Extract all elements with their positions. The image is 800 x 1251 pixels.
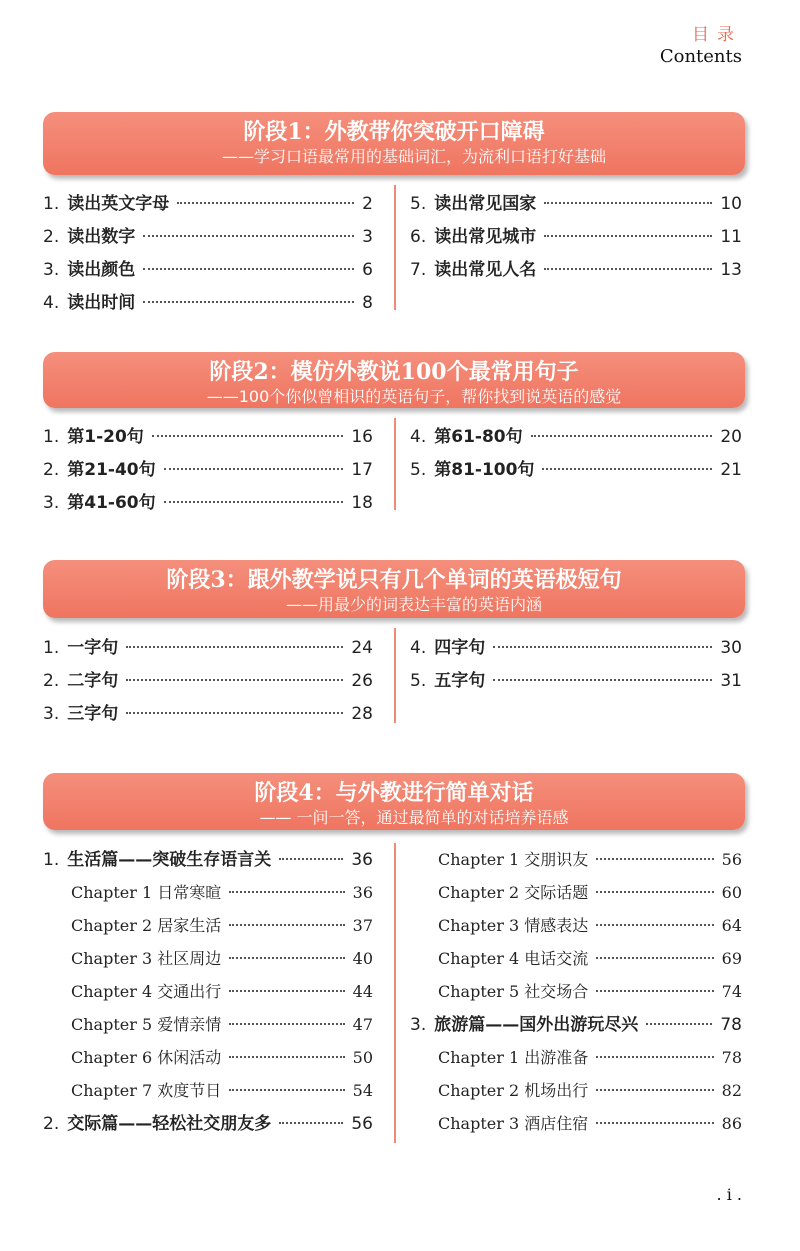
toc-entry[interactable] <box>43 191 373 217</box>
dot-leader <box>596 990 713 992</box>
toc-entry-text: 读出颜色 <box>67 260 136 280</box>
stage-title: 阶段4：与外教进行简单对话 <box>254 780 534 806</box>
toc-page-number: 16 <box>351 427 373 447</box>
toc-entry-number: 3. <box>43 493 60 513</box>
toc-entry-label <box>43 668 118 694</box>
toc-entry-text: 读出常见国家 <box>434 194 537 214</box>
toc-entry-number: 2. <box>43 227 60 247</box>
toc-entry-number: 5. <box>410 671 427 691</box>
dot-leader <box>279 1122 343 1124</box>
toc-entry[interactable] <box>438 1045 742 1071</box>
toc-page-number: 54 <box>352 1081 373 1100</box>
dot-leader <box>126 712 343 714</box>
toc-entry-label <box>43 224 135 250</box>
toc-entry[interactable] <box>43 457 373 483</box>
toc-entry-text: Chapter 2 交际话题 <box>438 883 589 902</box>
dot-leader <box>646 1023 712 1025</box>
toc-entry[interactable] <box>43 701 373 727</box>
toc-page-number: 36 <box>352 883 373 902</box>
toc-entry[interactable] <box>71 1078 373 1104</box>
toc-entry-label <box>410 191 536 217</box>
dot-leader <box>531 435 713 437</box>
toc-entry[interactable] <box>71 913 373 939</box>
toc-entry-label <box>438 1111 588 1137</box>
toc-page-number: 82 <box>721 1081 742 1100</box>
toc-entry-text: Chapter 2 居家生活 <box>71 916 222 935</box>
dot-leader <box>229 891 344 893</box>
toc-page-number: 11 <box>720 227 742 247</box>
toc-page-number: 24 <box>351 638 373 658</box>
dot-leader <box>229 1056 344 1058</box>
toc-entry[interactable] <box>71 979 373 1005</box>
column-divider <box>394 185 396 310</box>
toc-entry-number: 7. <box>410 260 427 280</box>
toc-entry-text: Chapter 4 电话交流 <box>438 949 589 968</box>
stage-banner <box>43 773 745 830</box>
toc-entry-label <box>410 457 534 483</box>
dot-leader <box>164 501 344 503</box>
toc-entry-label <box>71 946 221 972</box>
toc-page-number: 21 <box>720 460 742 480</box>
column-divider <box>394 843 396 1143</box>
toc-page-number: 13 <box>720 260 742 280</box>
dot-leader <box>229 990 344 992</box>
toc-entry-label <box>438 880 588 906</box>
toc-entry-text: 一字句 <box>67 638 119 658</box>
dot-leader <box>177 202 354 204</box>
toc-page-number: 78 <box>721 1048 742 1067</box>
dot-leader <box>229 1023 344 1025</box>
toc-entry-text: 生活篇——突破生存语言关 <box>67 850 272 870</box>
stage-banner <box>43 112 745 175</box>
dot-leader <box>596 891 713 893</box>
toc-page-number: 44 <box>352 982 373 1001</box>
toc-entry-text: 第81-100句 <box>434 460 535 480</box>
toc-entry[interactable] <box>410 191 742 217</box>
toc-page-number: 10 <box>720 194 742 214</box>
toc-entry-label <box>438 913 588 939</box>
toc-entry-text: 第1-20句 <box>67 427 144 447</box>
toc-entry-label <box>438 979 588 1005</box>
toc-entry-text: Chapter 3 社区周边 <box>71 949 222 968</box>
toc-entry-label <box>410 668 485 694</box>
toc-entry-label <box>43 847 271 873</box>
stage-banner <box>43 560 745 618</box>
toc-entry-text: 第21-40句 <box>67 460 156 480</box>
toc-entry-text: 二字句 <box>67 671 119 691</box>
toc-entry-number: 2. <box>43 671 60 691</box>
toc-entry[interactable] <box>410 424 742 450</box>
toc-entry-text: 读出时间 <box>67 293 136 313</box>
toc-entry[interactable] <box>43 257 373 283</box>
toc-entry[interactable] <box>71 1012 373 1038</box>
toc-entry-text: 第61-80句 <box>434 427 523 447</box>
toc-entry-number: 2. <box>43 460 60 480</box>
toc-entry-label <box>410 424 523 450</box>
toc-entry-number: 3. <box>410 1015 427 1035</box>
toc-entry-label <box>43 191 169 217</box>
toc-entry-number: 5. <box>410 194 427 214</box>
toc-entry-label <box>43 490 156 516</box>
dot-leader <box>596 924 713 926</box>
toc-page-number: 69 <box>721 949 742 968</box>
dot-leader <box>544 235 712 237</box>
toc-entry[interactable] <box>43 635 373 661</box>
toc-entry-number: 3. <box>43 260 60 280</box>
toc-entry-label <box>71 880 221 906</box>
toc-entry-label <box>438 1078 588 1104</box>
dot-leader <box>279 858 343 860</box>
toc-entry-text: Chapter 1 日常寒暄 <box>71 883 222 902</box>
toc-entry-number: 2. <box>43 1114 60 1134</box>
page-number: . i . <box>716 1185 742 1204</box>
toc-entry-number: 6. <box>410 227 427 247</box>
toc-entry-number: 1. <box>43 850 60 870</box>
toc-entry-text: Chapter 6 休闲活动 <box>71 1048 222 1067</box>
toc-entry-label <box>43 1111 271 1137</box>
toc-entry-text: Chapter 7 欢度节日 <box>71 1081 222 1100</box>
toc-entry-label <box>43 457 156 483</box>
toc-page-number: 37 <box>352 916 373 935</box>
toc-entry-number: 4. <box>43 293 60 313</box>
contents-title-en: Contents <box>659 46 742 67</box>
toc-page-number: 74 <box>721 982 742 1001</box>
dot-leader <box>544 202 712 204</box>
toc-entry-label <box>43 635 118 661</box>
dot-leader <box>493 679 712 681</box>
toc-page-number: 56 <box>351 1114 373 1134</box>
toc-page-number: 8 <box>362 293 373 313</box>
toc-entry-label <box>438 847 588 873</box>
toc-page-number: 36 <box>351 850 373 870</box>
stage-subtitle: ——100个你似曾相识的英语句子，帮你找到说英语的感觉 <box>206 387 622 406</box>
toc-entry-label <box>438 1045 588 1071</box>
stage-subtitle: ——学习口语最常用的基础词汇，为流利口语打好基础 <box>221 147 606 166</box>
toc-entry[interactable] <box>410 668 742 694</box>
dot-leader <box>493 646 712 648</box>
toc-entry-label <box>43 290 135 316</box>
toc-entry[interactable] <box>71 1045 373 1071</box>
dot-leader <box>143 301 354 303</box>
toc-entry-label <box>438 946 588 972</box>
toc-entry-number: 5. <box>410 460 427 480</box>
dot-leader <box>542 468 712 470</box>
toc-entry-label <box>410 1012 638 1038</box>
toc-entry[interactable] <box>438 1078 742 1104</box>
dot-leader <box>164 468 344 470</box>
toc-page-number: 17 <box>351 460 373 480</box>
toc-entry[interactable] <box>410 1012 742 1038</box>
toc-entry[interactable] <box>43 424 373 450</box>
column-divider <box>394 418 396 510</box>
toc-entry-label <box>71 1078 221 1104</box>
toc-entry-label <box>43 701 118 727</box>
toc-entry[interactable] <box>438 979 742 1005</box>
toc-entry[interactable] <box>410 635 742 661</box>
toc-entry-text: Chapter 4 交通出行 <box>71 982 222 1001</box>
toc-entry[interactable] <box>438 946 742 972</box>
stage-title: 阶段3：跟外教学说只有几个单词的英语极短句 <box>166 567 622 593</box>
toc-page-number: 20 <box>720 427 742 447</box>
dot-leader <box>152 435 344 437</box>
toc-entry-label <box>410 224 536 250</box>
stage-title: 阶段1：外教带你突破开口障碍 <box>243 119 545 145</box>
toc-entry[interactable] <box>43 847 373 873</box>
toc-entry[interactable] <box>438 880 742 906</box>
toc-entry[interactable] <box>43 490 373 516</box>
toc-entry-number: 1. <box>43 427 60 447</box>
toc-entry-text: Chapter 2 机场出行 <box>438 1081 589 1100</box>
dot-leader <box>229 924 344 926</box>
stage-title: 阶段2：模仿外教说100个最常用句子 <box>209 359 579 385</box>
toc-entry[interactable] <box>438 847 742 873</box>
dot-leader <box>596 1122 713 1124</box>
dot-leader <box>596 1089 713 1091</box>
toc-page-number: 40 <box>352 949 373 968</box>
toc-entry-text: 读出数字 <box>67 227 136 247</box>
toc-page-number: 47 <box>352 1015 373 1034</box>
stage-banner <box>43 352 745 408</box>
toc-page-number: 2 <box>362 194 373 214</box>
toc-entry-text: Chapter 1 出游准备 <box>438 1048 589 1067</box>
dot-leader <box>126 679 343 681</box>
toc-page-number: 64 <box>721 916 742 935</box>
toc-entry[interactable] <box>410 457 742 483</box>
toc-entry-number: 1. <box>43 194 60 214</box>
toc-page-number: 30 <box>720 638 742 658</box>
toc-entry[interactable] <box>43 290 373 316</box>
toc-entry-label <box>43 424 144 450</box>
toc-entry-text: 交际篇——轻松社交朋友多 <box>67 1114 272 1134</box>
toc-page-number: 18 <box>351 493 373 513</box>
dot-leader <box>544 268 712 270</box>
toc-page-number: 86 <box>721 1114 742 1133</box>
toc-entry-text: Chapter 3 情感表达 <box>438 916 589 935</box>
dot-leader <box>126 646 343 648</box>
toc-page-number: 78 <box>720 1015 742 1035</box>
toc-entry-label <box>71 913 221 939</box>
toc-page-number: 56 <box>721 850 742 869</box>
toc-entry-text: 读出英文字母 <box>67 194 170 214</box>
toc-entry-text: 读出常见人名 <box>434 260 537 280</box>
dot-leader <box>229 957 344 959</box>
toc-entry[interactable] <box>43 224 373 250</box>
column-divider <box>394 628 396 723</box>
toc-entry-number: 4. <box>410 638 427 658</box>
dot-leader <box>229 1089 344 1091</box>
toc-entry-label <box>43 257 135 283</box>
toc-entry-text: 三字句 <box>67 704 119 724</box>
toc-entry-text: 第41-60句 <box>67 493 156 513</box>
toc-entry-number: 4. <box>410 427 427 447</box>
dot-leader <box>596 1056 713 1058</box>
toc-entry-number: 3. <box>43 704 60 724</box>
toc-page-number: 26 <box>351 671 373 691</box>
toc-page-number: 31 <box>720 671 742 691</box>
toc-entry[interactable] <box>438 913 742 939</box>
toc-entry[interactable] <box>438 1111 742 1137</box>
stage-subtitle: —— 一问一答，通过最简单的对话培养语感 <box>259 808 569 827</box>
toc-entry-text: 四字句 <box>434 638 486 658</box>
toc-entry-number: 1. <box>43 638 60 658</box>
dot-leader <box>143 268 354 270</box>
toc-entry[interactable] <box>71 946 373 972</box>
toc-entry-text: 读出常见城市 <box>434 227 537 247</box>
toc-entry-label <box>71 979 221 1005</box>
toc-entry-label <box>410 257 536 283</box>
dot-leader <box>596 957 713 959</box>
toc-entry[interactable] <box>43 668 373 694</box>
toc-entry-label <box>410 635 485 661</box>
toc-entry-text: 五字句 <box>434 671 486 691</box>
toc-page-number: 28 <box>351 704 373 724</box>
toc-entry-text: 旅游篇——国外出游玩尽兴 <box>434 1015 639 1035</box>
contents-title-cn: 目录 <box>692 25 742 45</box>
toc-entry-text: Chapter 5 社交场合 <box>438 982 589 1001</box>
toc-entry-text: Chapter 1 交朋识友 <box>438 850 589 869</box>
toc-page-number: 3 <box>362 227 373 247</box>
toc-entry[interactable] <box>71 880 373 906</box>
toc-entry-text: Chapter 5 爱情亲情 <box>71 1015 222 1034</box>
dot-leader <box>596 858 713 860</box>
toc-page-number: 50 <box>352 1048 373 1067</box>
toc-entry[interactable] <box>410 224 742 250</box>
toc-entry[interactable] <box>410 257 742 283</box>
dot-leader <box>143 235 354 237</box>
toc-entry-label <box>71 1012 221 1038</box>
toc-page-number: 60 <box>721 883 742 902</box>
stage-subtitle: ——用最少的词表达丰富的英语内涵 <box>285 595 542 614</box>
toc-entry-text: Chapter 3 酒店住宿 <box>438 1114 589 1133</box>
toc-page-number: 6 <box>362 260 373 280</box>
toc-entry-label <box>71 1045 221 1071</box>
toc-entry[interactable] <box>43 1111 373 1137</box>
